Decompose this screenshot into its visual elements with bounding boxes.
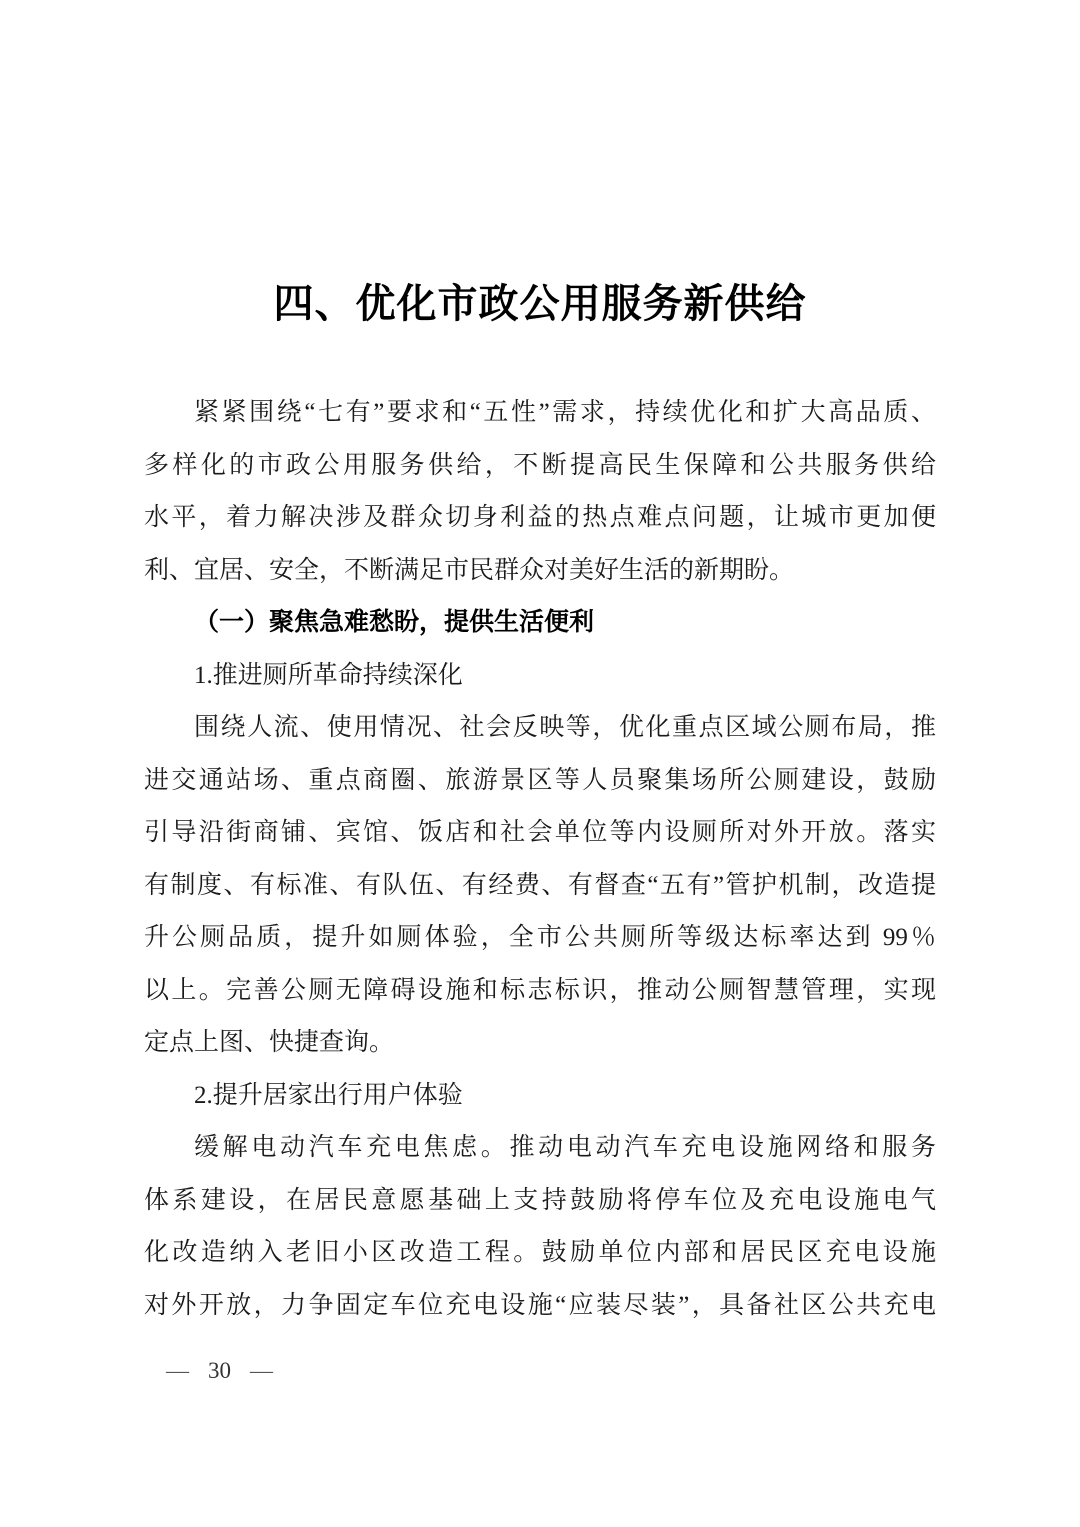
footer-dash-left: — (166, 1358, 189, 1383)
document-body (144, 387, 936, 1332)
footer-dash-right: — (250, 1358, 273, 1383)
text-line: 以上。完善公厕无障碍设施和标志标识，推动公厕智慧管理，实现 (144, 976, 936, 1004)
text-line: 进交通站场、重点商圈、旅游景区等人员聚集场所公厕建设，鼓励 (144, 766, 936, 794)
page-footer (166, 1356, 273, 1386)
heading-level-2: 1.推进厕所革命持续深化 (194, 661, 463, 689)
text-line: 水平，着力解决涉及群众切身利益的热点难点问题，让城市更加便 (144, 504, 936, 531)
text-line: 对外开放，力争固定车位充电设施“应装尽装”，具备社区公共充电 (144, 1291, 936, 1319)
text-line: 引导沿街商铺、宾馆、饭店和社会单位等内设厕所对外开放。落实 (144, 819, 936, 846)
paragraph (144, 702, 936, 1070)
text-line: 有制度、有标准、有队伍、有经费、有督查“五有”管护机制，改造提 (144, 871, 936, 899)
page-number: 30 (208, 1358, 231, 1383)
document-title: 四、优化市政公用服务新供给 (273, 281, 807, 326)
heading-level-2: 2.提升居家出行用户体验 (194, 1081, 463, 1109)
text-line: 围绕人流、使用情况、社会反映等，优化重点区域公厕布局，推 (194, 714, 936, 741)
text-line: 化改造纳入老旧小区改造工程。鼓励单位内部和居民区充电设施 (144, 1239, 936, 1266)
heading-level-1: （一）聚焦急难愁盼，提供生活便利 (194, 609, 595, 636)
text-line: 定点上图、快捷查询。 (144, 1029, 395, 1056)
paragraph (144, 387, 936, 597)
text-line: 体系建设，在居民意愿基础上支持鼓励将停车位及充电设施电气 (144, 1186, 936, 1214)
text-line: 利、宜居、安全，不断满足市民群众对美好生活的新期盼。 (144, 556, 795, 584)
text-line: 多样化的市政公用服务供给，不断提高民生保障和公共服务供给 (144, 451, 936, 479)
text-line: 紧紧围绕“七有”要求和“五性”需求，持续优化和扩大高品质、 (194, 399, 936, 426)
paragraph (144, 1122, 936, 1332)
text-line: 升公厕品质，提升如厕体验，全市公共厕所等级达标率达到 99％ (144, 924, 936, 951)
text-line: 缓解电动汽车充电焦虑。推动电动汽车充电设施网络和服务 (194, 1134, 936, 1161)
